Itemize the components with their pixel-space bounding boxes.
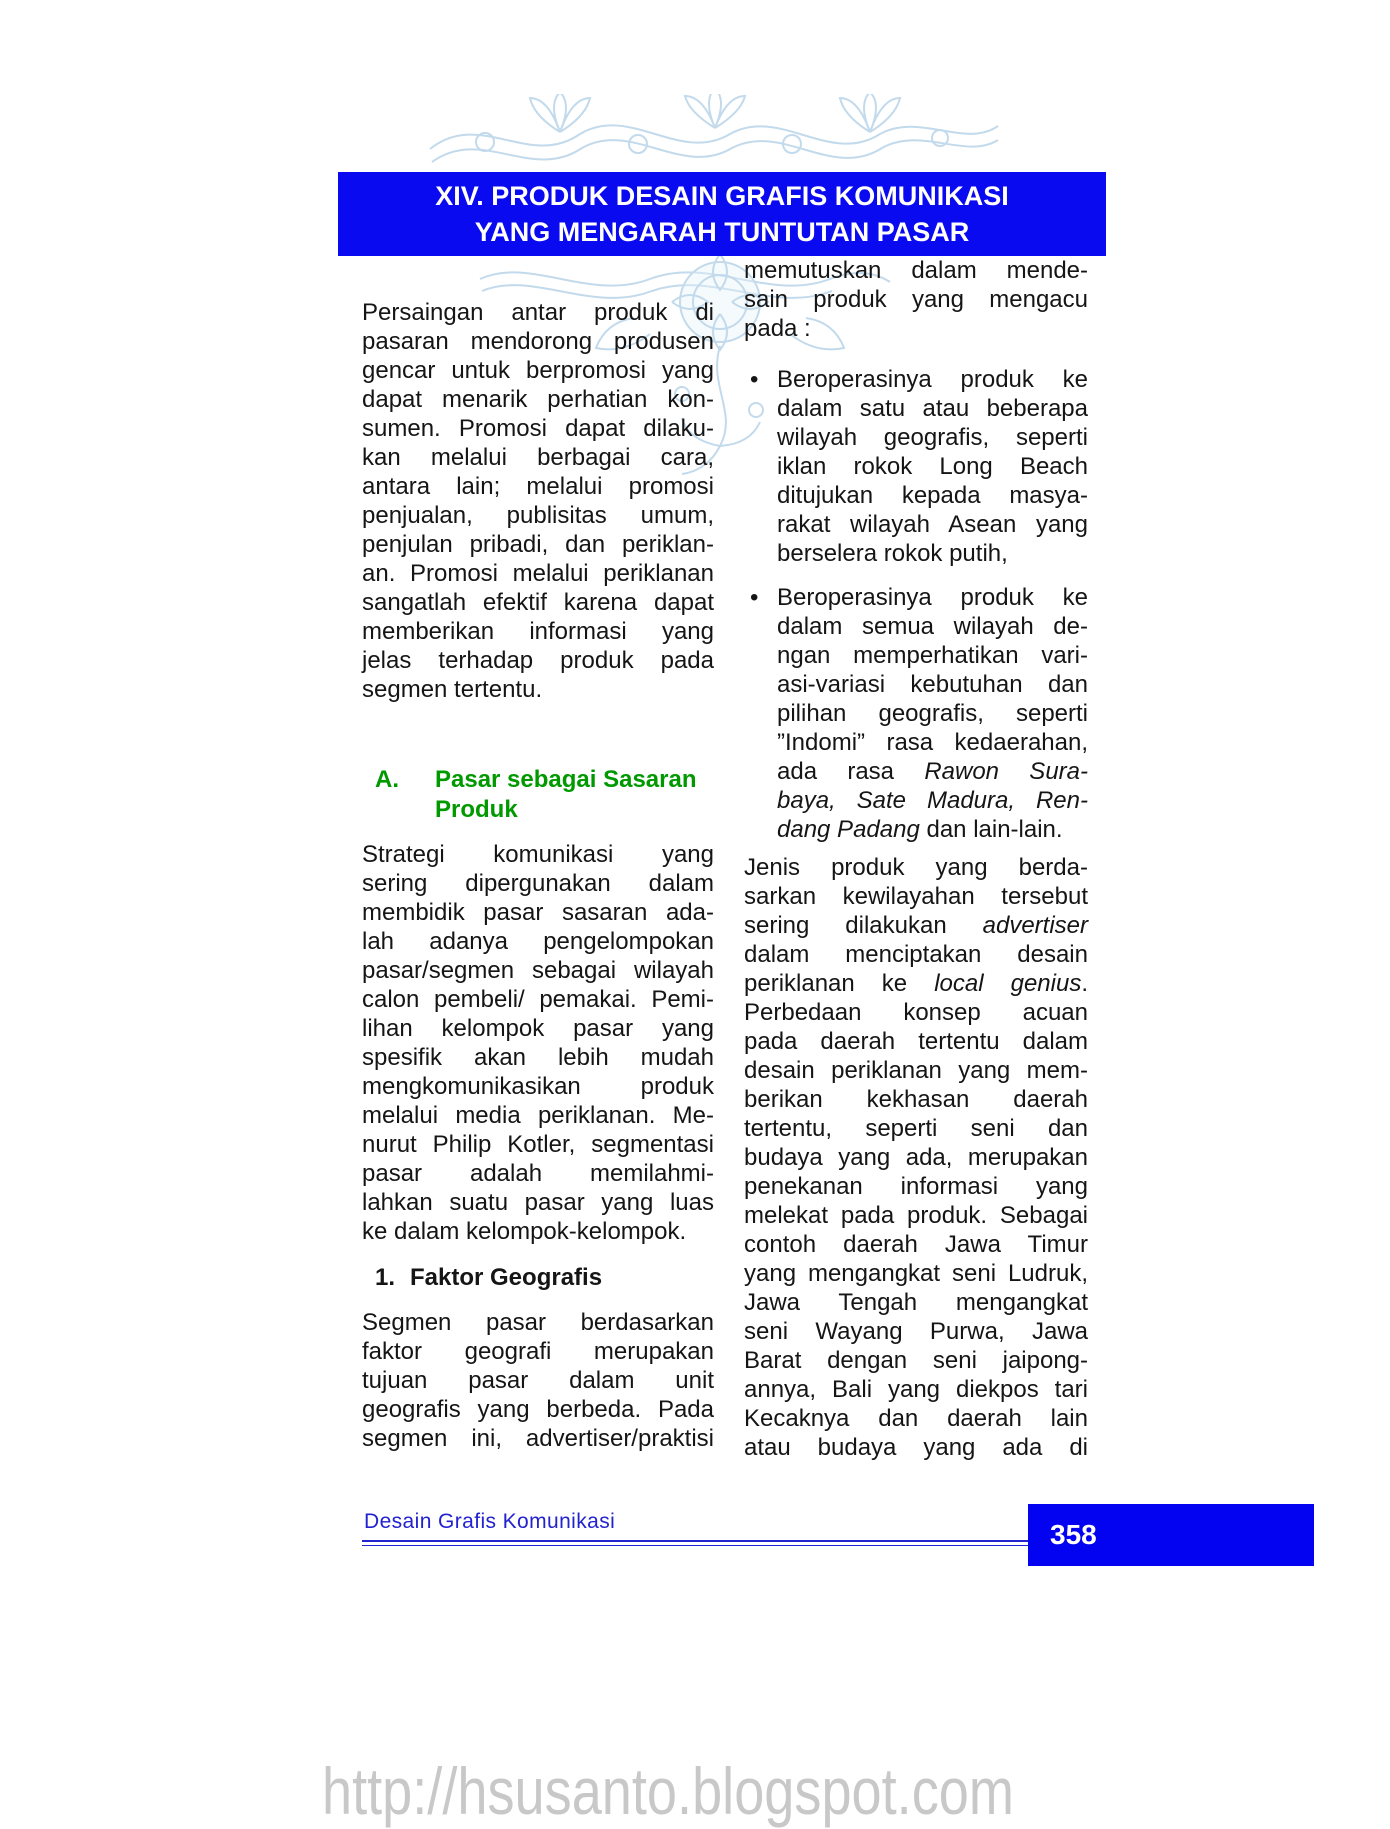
text-line <box>744 1288 1088 1317</box>
text-span: dalam menciptakan desain <box>744 941 1088 968</box>
text-span: rakat wilayah Asean yang <box>777 511 1088 538</box>
text-span: pada : <box>744 315 811 342</box>
bullet-item <box>744 365 1088 568</box>
text-line <box>362 443 714 472</box>
bullet-icon: • <box>750 584 759 611</box>
text-line <box>777 815 1088 844</box>
text-span: dapat menarik perhatian kon- <box>362 386 714 413</box>
text-line <box>744 1346 1088 1375</box>
text-line <box>744 853 1088 882</box>
text-span: jelas terhadap produk pada <box>362 647 714 674</box>
text-line <box>362 646 714 675</box>
italic-text: advertiser <box>982 912 1088 939</box>
text-line <box>744 1317 1088 1346</box>
text-span: sarkan kewilayahan tersebut <box>744 883 1088 910</box>
text-line <box>777 539 1088 568</box>
text-span: spesifik akan lebih mudah <box>362 1044 714 1071</box>
text-span: ke dalam kelompok-kelompok. <box>362 1218 687 1245</box>
text-span: desain periklanan yang mem- <box>744 1057 1088 1084</box>
text-span: membidik pasar sasaran ada- <box>362 899 714 926</box>
text-line <box>744 1259 1088 1288</box>
text-line <box>744 1230 1088 1259</box>
right-column <box>744 256 1088 1462</box>
italic-text: baya, Sate Madura, Ren- <box>777 787 1088 814</box>
bullet-icon: • <box>750 366 759 393</box>
text-span: pasaran mendorong produsen <box>362 328 714 355</box>
text-line <box>362 385 714 414</box>
text-span: pasar/segmen sebagai wilayah <box>362 957 714 984</box>
text-span: ngan memperhatikan vari- <box>777 642 1088 669</box>
text-line <box>362 1159 714 1188</box>
section-heading <box>362 1263 714 1293</box>
text-span: sain produk yang mengacu <box>744 286 1088 313</box>
text-line <box>744 1143 1088 1172</box>
text-line <box>362 414 714 443</box>
text-line <box>362 1014 714 1043</box>
text-span: dan lain-lain. <box>919 816 1063 843</box>
text-line <box>362 985 714 1014</box>
text-line <box>744 256 1088 285</box>
text-line <box>777 394 1088 423</box>
paragraph <box>362 1308 714 1453</box>
text-line <box>744 1027 1088 1056</box>
text-span: an. Promosi melalui periklanan <box>362 560 714 587</box>
text-span: calon pembeli/ pemakai. Pemi- <box>362 986 714 1013</box>
text-line <box>744 911 1088 940</box>
text-span: memutuskan dalam mende- <box>744 257 1088 284</box>
heading-number: A. <box>375 766 399 793</box>
text-span: pasar adalah memilahmi- <box>362 1160 714 1187</box>
text-line <box>777 365 1088 394</box>
footer-rule <box>362 1540 1028 1546</box>
text-line <box>744 1375 1088 1404</box>
text-span: budaya yang ada, merupakan <box>744 1144 1088 1171</box>
heading-number: 1. <box>375 1264 396 1291</box>
chapter-title-line2: YANG MENGARAH TUNTUTAN PASAR <box>474 217 970 247</box>
text-line <box>777 699 1088 728</box>
text-line <box>362 298 714 327</box>
text-line <box>362 1424 714 1453</box>
paragraph <box>362 840 714 1246</box>
text-line <box>777 786 1088 815</box>
chapter-title-line1: XIV. PRODUK DESAIN GRAFIS KOMUNIKASI <box>435 181 1009 211</box>
text-span: Kecaknya dan daerah lain <box>744 1405 1088 1432</box>
text-line <box>777 612 1088 641</box>
text-line <box>777 452 1088 481</box>
text-line <box>362 1043 714 1072</box>
text-line <box>777 728 1088 757</box>
text-line <box>362 501 714 530</box>
text-span: Jenis produk yang berda- <box>744 854 1088 881</box>
text-line <box>744 969 1088 998</box>
text-line <box>744 1085 1088 1114</box>
chapter-title-banner <box>338 172 1106 256</box>
text-line <box>362 1395 714 1424</box>
heading-line: Faktor Geografis <box>410 1264 603 1291</box>
text-span: lah adanya pengelompokan <box>362 928 714 955</box>
heading-line: Pasar sebagai Sasaran <box>435 766 697 793</box>
text-line <box>362 559 714 588</box>
text-span: Jawa Tengah mengangkat <box>744 1289 1088 1316</box>
text-span: lihan kelompok pasar yang <box>362 1015 714 1042</box>
text-span: Beroperasinya produk ke <box>777 366 1088 393</box>
blogspot-url-watermark: http://hsusanto.blogspot.com <box>322 1754 1014 1828</box>
text-span: segmen ini, advertiser/praktisi <box>362 1425 714 1452</box>
text-span: nurut Philip Kotler, segmentasi <box>362 1131 714 1158</box>
text-span: penjualan, publisitas umum, <box>362 502 714 529</box>
text-line <box>777 641 1088 670</box>
text-span: mengkomunikasikan produk <box>362 1073 714 1100</box>
text-line <box>744 314 1088 343</box>
paragraph <box>362 298 714 704</box>
left-column <box>362 298 714 1453</box>
italic-text: local genius <box>934 970 1082 997</box>
text-span: seni Wayang Purwa, Jawa <box>744 1318 1088 1345</box>
text-span: kan melalui berbagai cara, <box>362 444 714 471</box>
italic-text: dang Padang <box>777 816 920 843</box>
text-span: yang mengangkat seni Ludruk, <box>744 1260 1088 1287</box>
text-line <box>362 327 714 356</box>
text-span: ”Indomi” rasa kedaerahan, <box>777 729 1088 756</box>
text-line <box>362 1337 714 1366</box>
text-span: sering dilakukan <box>744 912 983 939</box>
text-line <box>362 1217 714 1246</box>
text-span: atau budaya yang ada di <box>744 1434 1088 1461</box>
italic-text: Rawon Sura- <box>924 758 1088 785</box>
text-line <box>362 356 714 385</box>
text-span: pada daerah tertentu dalam <box>744 1028 1088 1055</box>
bullet-item <box>744 583 1088 844</box>
text-line <box>362 927 714 956</box>
text-span: geografis yang berbeda. Pada <box>362 1396 714 1423</box>
text-line <box>362 869 714 898</box>
text-line <box>362 617 714 646</box>
text-line <box>362 472 714 501</box>
text-line <box>744 882 1088 911</box>
text-line <box>362 1130 714 1159</box>
text-span: iklan rokok Long Beach <box>777 453 1088 480</box>
text-span: gencar untuk berpromosi yang <box>362 357 714 384</box>
text-span: Persaingan antar produk di <box>362 299 714 326</box>
text-line <box>362 1366 714 1395</box>
text-span: antara lain; melalui promosi <box>362 473 714 500</box>
footer-book-title: Desain Grafis Komunikasi <box>364 1510 616 1533</box>
text-span: Barat dengan seni jaipong- <box>744 1347 1088 1374</box>
text-line <box>362 1072 714 1101</box>
page-number: 358 <box>1050 1519 1097 1550</box>
text-line <box>744 1172 1088 1201</box>
text-span: penjulan pribadi, dan periklan- <box>362 531 714 558</box>
text-line <box>777 423 1088 452</box>
text-span: memberikan informasi yang <box>362 618 714 645</box>
text-span: Strategi komunikasi yang <box>362 841 714 868</box>
text-span: faktor geografi merupakan <box>362 1338 714 1365</box>
text-line <box>744 285 1088 314</box>
text-span: dalam semua wilayah de- <box>777 613 1088 640</box>
text-span: melalui media periklanan. Me- <box>362 1102 714 1129</box>
text-line <box>362 898 714 927</box>
text-line <box>362 956 714 985</box>
text-line <box>777 481 1088 510</box>
text-line <box>744 1114 1088 1143</box>
text-line <box>744 1201 1088 1230</box>
text-line <box>362 588 714 617</box>
text-line <box>777 670 1088 699</box>
text-line <box>777 757 1088 786</box>
text-span: sumen. Promosi dapat dilaku- <box>362 415 714 442</box>
text-span: sangatlah efektif karena dapat <box>362 589 714 616</box>
text-line <box>362 530 714 559</box>
text-line <box>362 840 714 869</box>
page-number-badge <box>1028 1504 1314 1566</box>
text-line <box>777 583 1088 612</box>
text-line <box>362 675 714 704</box>
text-span: dalam satu atau beberapa <box>777 395 1088 422</box>
text-span: ada rasa <box>777 758 925 785</box>
paragraph <box>744 853 1088 1462</box>
text-span: tujuan pasar dalam unit <box>362 1367 714 1394</box>
text-line <box>362 1188 714 1217</box>
text-span: contoh daerah Jawa Timur <box>744 1231 1088 1258</box>
text-span: wilayah geografis, seperti <box>777 424 1088 451</box>
text-span: ditujukan kepada masya- <box>777 482 1088 509</box>
text-span: penekanan informasi yang <box>744 1173 1088 1200</box>
text-line <box>362 1308 714 1337</box>
text-span: asi-variasi kebutuhan dan <box>777 671 1088 698</box>
text-line <box>744 940 1088 969</box>
text-span: periklanan ke <box>744 970 935 997</box>
text-line <box>362 1101 714 1130</box>
text-span: annya, Bali yang diekpos tari <box>744 1376 1088 1403</box>
text-span: pilihan geografis, seperti <box>777 700 1088 727</box>
text-span: Segmen pasar berdasarkan <box>362 1309 714 1336</box>
text-span: melekat pada produk. Sebagai <box>744 1202 1088 1229</box>
text-line <box>744 998 1088 1027</box>
text-span: segmen tertentu. <box>362 676 543 703</box>
text-span: berselera rokok putih, <box>777 540 1008 567</box>
text-span: lahkan suatu pasar yang luas <box>362 1189 714 1216</box>
text-span: Perbedaan konsep acuan <box>744 999 1088 1026</box>
section-heading <box>362 765 714 825</box>
text-span: berikan kekhasan daerah <box>744 1086 1088 1113</box>
text-line <box>744 1056 1088 1085</box>
text-line <box>777 510 1088 539</box>
text-line <box>744 1433 1088 1462</box>
text-span: Beroperasinya produk ke <box>777 584 1088 611</box>
text-span: tertentu, seperti seni dan <box>744 1115 1088 1142</box>
paragraph <box>744 256 1088 343</box>
text-span: sering dipergunakan dalam <box>362 870 714 897</box>
text-line <box>744 1404 1088 1433</box>
heading-line: Produk <box>435 796 518 823</box>
text-span: . <box>1081 970 1088 997</box>
